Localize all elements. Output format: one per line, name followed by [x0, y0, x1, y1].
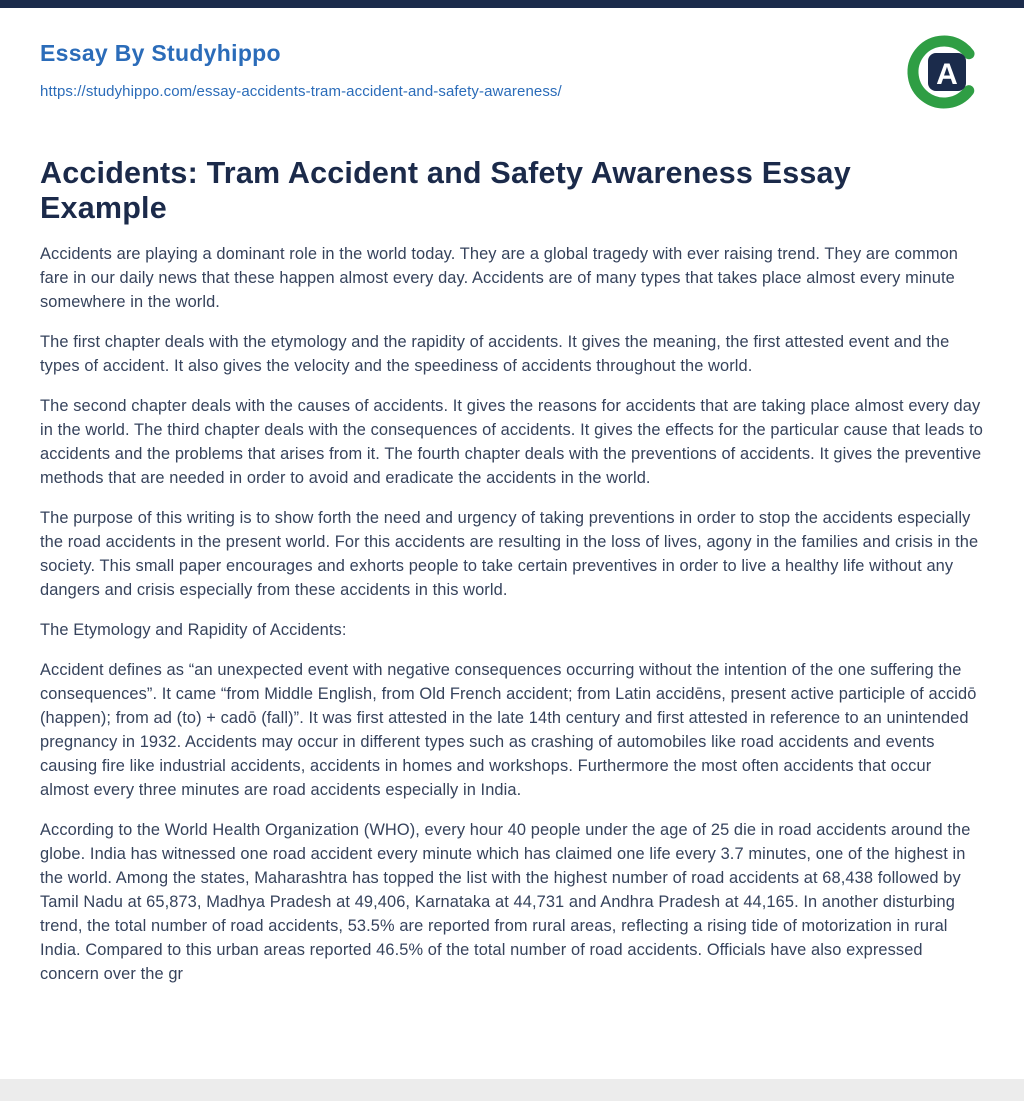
essay-paragraph: The purpose of this writing is to show forth the need and urgency of taking preventions in order to stop the accidents especially the road accidents in the present world. For this accidents are resulting in the loss of lives, agony in the families and crisis in the society. This small paper encourages and exhorts people to take certain preventives in order to live a healthy life without any dangers and crisis especially from these accidents in this world.	[40, 509, 979, 599]
essay-paragraph: Accidents are playing a dominant role in the world today. They are a global tragedy with ever raising trend. They are common fare in our daily news that these happen almost every day. Accidents are of many types that takes place almost every minute somewhere in the world.	[40, 245, 959, 311]
essay-title: Accidents: Tram Accident and Safety Awareness Essay Example	[40, 156, 851, 225]
top-accent-bar	[0, 0, 1024, 8]
footer-strip	[0, 1079, 1024, 1101]
essay-paragraph: According to the World Health Organization (WHO), every hour 40 people under the age of 25 die in road accidents around the globe. India has witnessed one road accident every minute which has claimed one life every 3.7 minutes, one of the highest in the world. Among the states, Maharashtra has topped the list with the highest number of road accidents at 68,438 followed by Tamil Nadu at 65,873, Madhya Pradesh at 49,406, Karnataka at 44,731 and Andhra Pradesh at 44,165. In another disturbing trend, the total number of road accidents, 53.5% are reported from rural areas, reflecting a rising tide of motorization in rural India. Compared to this urban areas reported 46.5% of the total number of road accidents. Officials have also expressed concern over the gr	[40, 821, 971, 983]
essay-section-heading: The Etymology and Rapidity of Accidents:	[40, 621, 347, 639]
site-title: Essay By Studyhippo	[40, 40, 281, 66]
header-text-block	[40, 40, 562, 101]
essay-body	[40, 242, 984, 986]
essay-paragraph: The first chapter deals with the etymology and the rapidity of accidents. It gives the meaning, the first attested event and the types of accident. It also gives the velocity and the speediness of accidents throughout the world.	[40, 333, 950, 375]
essay-paragraph: Accident defines as “an unexpected event with negative consequences occurring without the intention of the one suffering the consequences”. It came “from Middle English, from Old French accident; from Latin accidēns, present active participle of accidō (happen); from ad (to) + cadō (fall)”. It was first attested in the late 14th century and first attested in reference to an unintended pregnancy in 1932. Accidents may occur in different types such as crashing of automobiles like road accidents and events causing fire like industrial accidents, accidents in homes and workshops. Furthermore the most often accidents that occur almost every three minutes are road accidents especially in India.	[40, 661, 977, 799]
studyhippo-logo-icon	[904, 32, 984, 112]
studyhippo-logo	[904, 32, 984, 112]
page-header	[40, 40, 984, 112]
logo-letter: A	[936, 58, 958, 91]
essay-page	[0, 40, 1024, 986]
essay-paragraph: The second chapter deals with the causes of accidents. It gives the reasons for accidents that are taking place almost every day in the world. The third chapter deals with the consequences of accidents. It gives the effects for the particular cause that leads to accidents and the problems that arises from it. The fourth chapter deals with the preventions of accidents. It gives the preventive methods that are needed in order to avoid and eradicate the accidents in the world.	[40, 397, 983, 487]
source-url-link[interactable]: https://studyhippo.com/essay-accidents-tram-accident-and-safety-awareness/	[40, 83, 562, 100]
